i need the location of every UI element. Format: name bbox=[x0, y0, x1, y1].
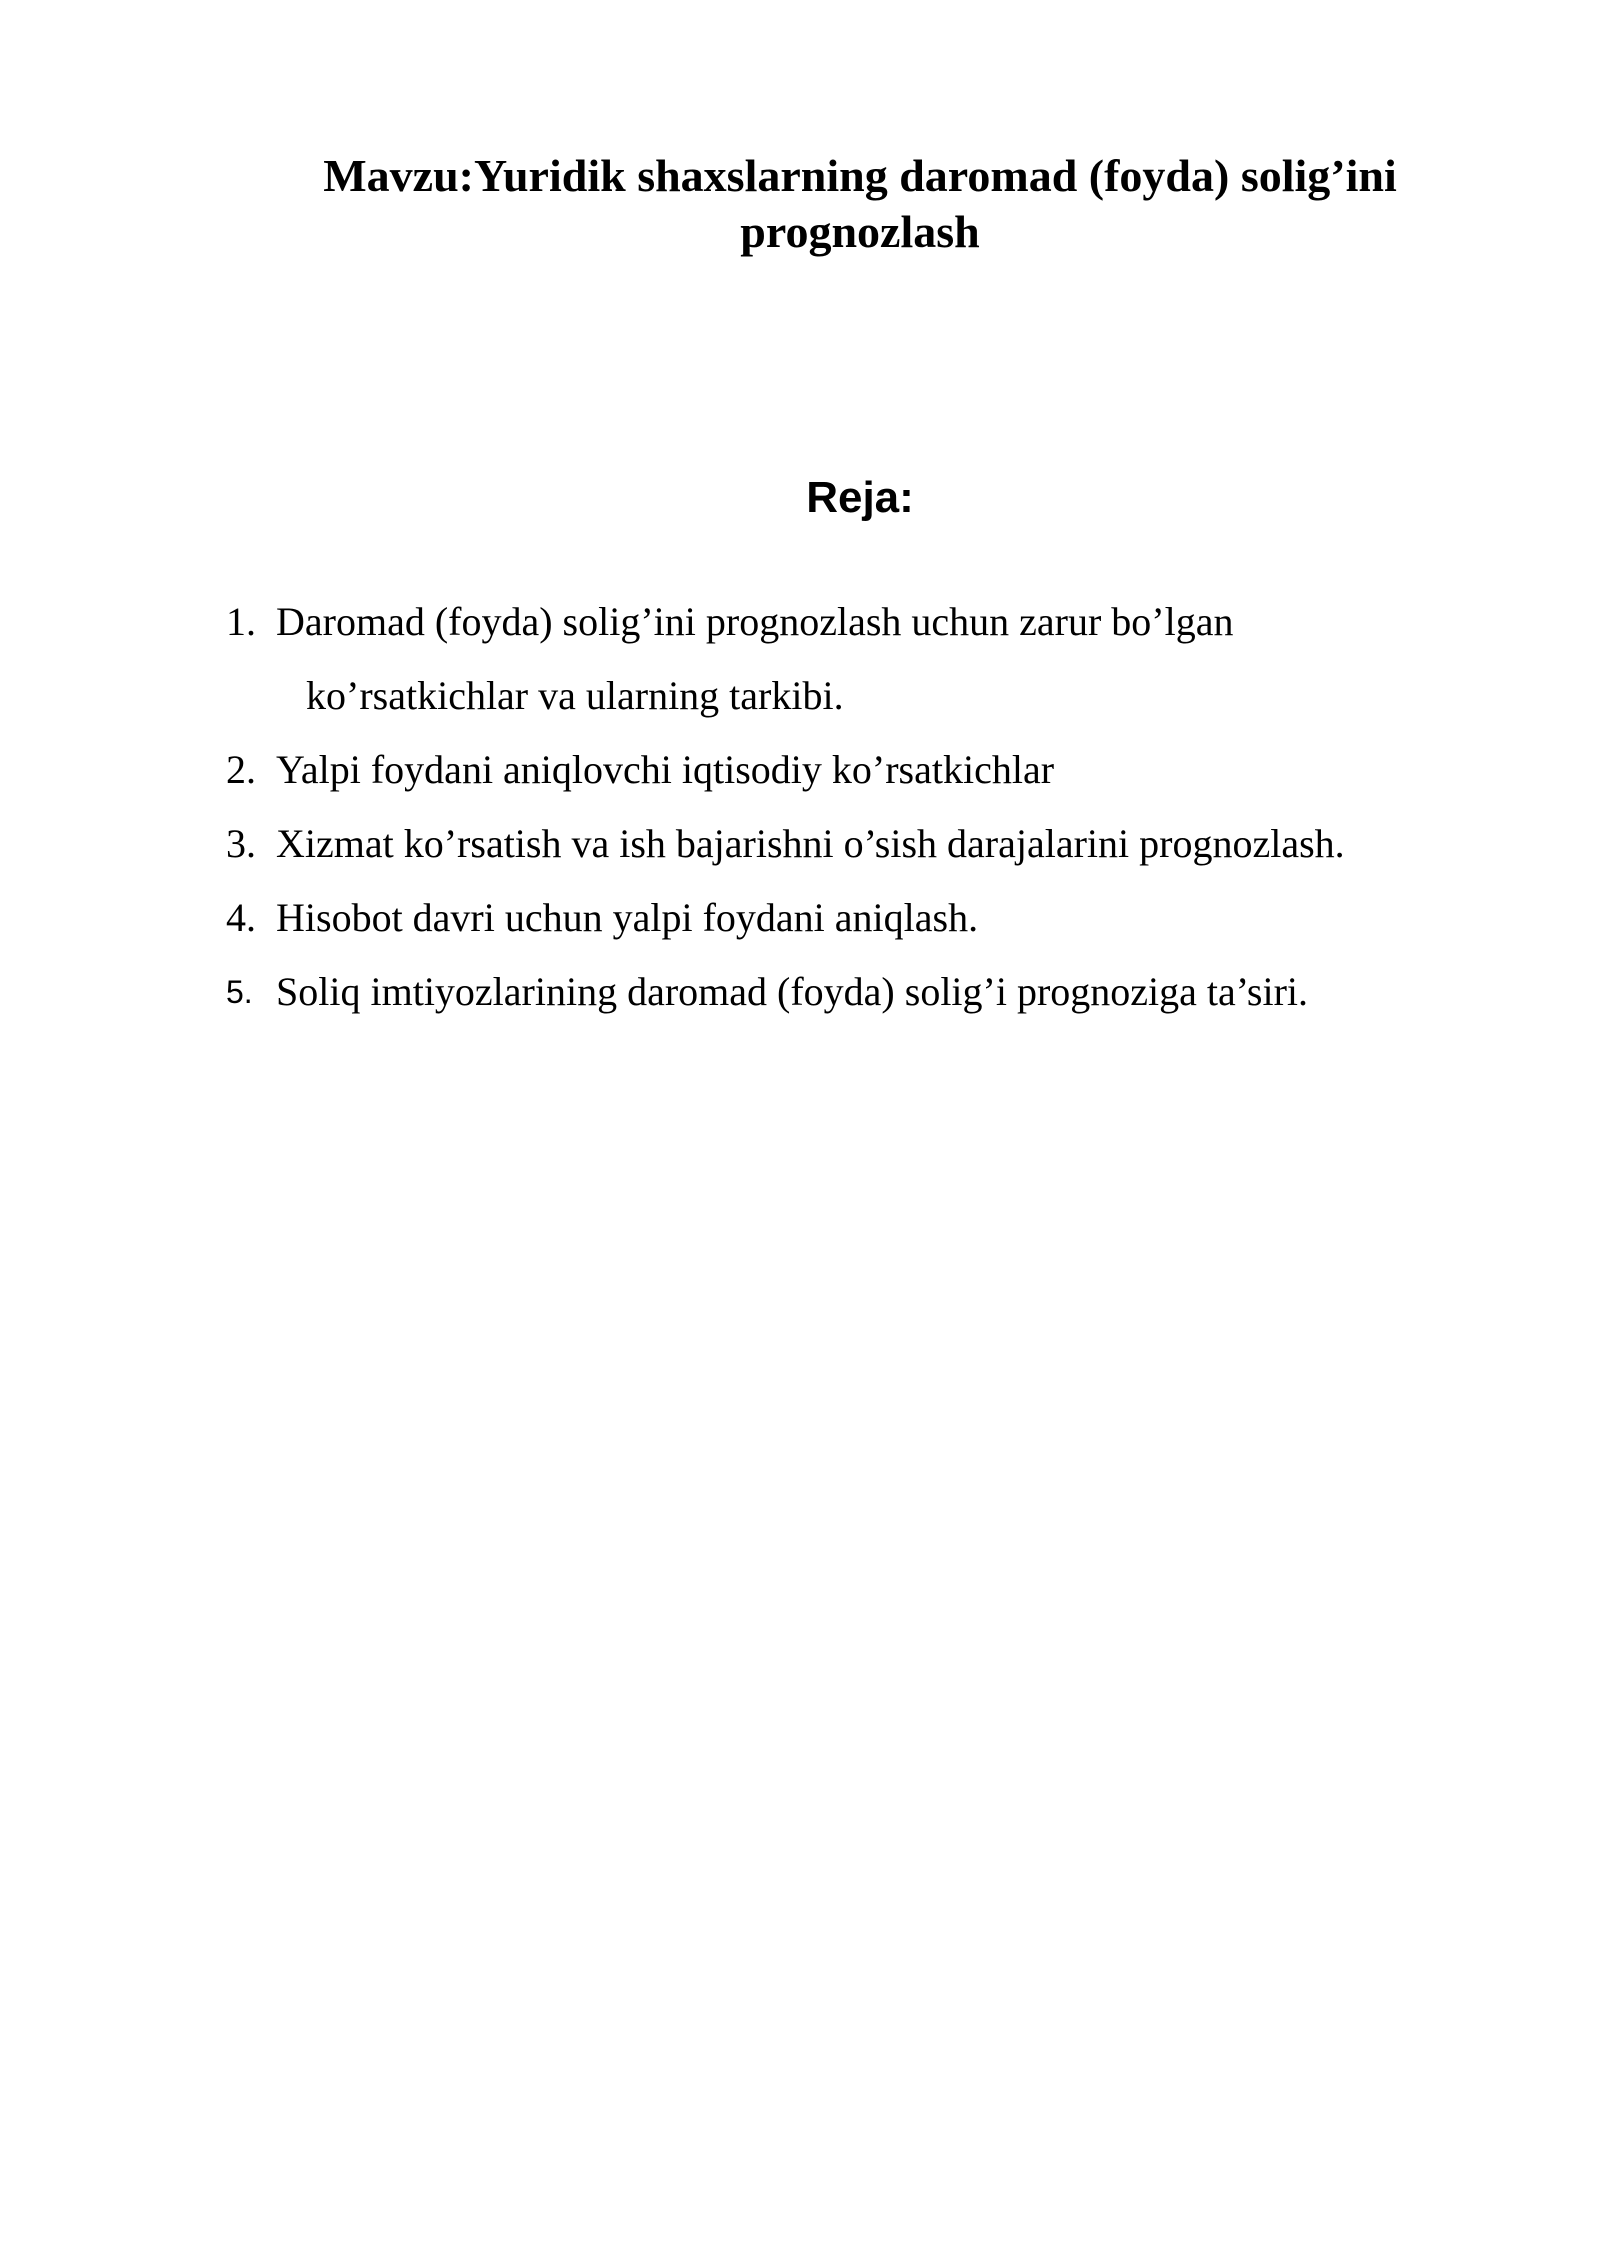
title-line-2: prognozlash bbox=[740, 206, 980, 257]
plan-item-number: 3. bbox=[226, 821, 256, 866]
plan-item-3 bbox=[226, 807, 1526, 881]
plan-item-number: 5. bbox=[226, 974, 253, 1010]
title-line-1: Mavzu:Yuridik shaxslarning daromad (foyda) solig’ini bbox=[323, 150, 1397, 201]
plan-item-1 bbox=[226, 585, 1526, 733]
plan-item-text: Yalpi foydani aniqlovchi iqtisodiy ko’rsatkichlar bbox=[276, 747, 1055, 792]
plan-item-2 bbox=[226, 733, 1526, 807]
plan-heading: Reja: bbox=[806, 473, 914, 522]
plan-item-4 bbox=[226, 881, 1526, 955]
plan-list bbox=[226, 585, 1526, 1029]
plan-item-number: 2. bbox=[226, 747, 256, 792]
plan-item-text: Hisobot davri uchun yalpi foydani aniqlash. bbox=[276, 895, 979, 940]
plan-item-number: 4. bbox=[226, 895, 256, 940]
plan-item-text-continuation: ko’rsatkichlar va ularning tarkibi. bbox=[306, 673, 844, 718]
plan-item-5 bbox=[226, 955, 1526, 1029]
document-title bbox=[230, 148, 1490, 260]
plan-item-text: Daromad (foyda) solig’ini prognozlash uchun zarur bo’lgan bbox=[276, 599, 1234, 644]
plan-item-number: 1. bbox=[226, 599, 256, 644]
plan-item-text: Soliq imtiyozlarining daromad (foyda) solig’i prognoziga ta’siri. bbox=[276, 969, 1309, 1014]
plan-item-text: Xizmat ko’rsatish va ish bajarishni o’sish darajalarini prognozlash. bbox=[276, 821, 1345, 866]
